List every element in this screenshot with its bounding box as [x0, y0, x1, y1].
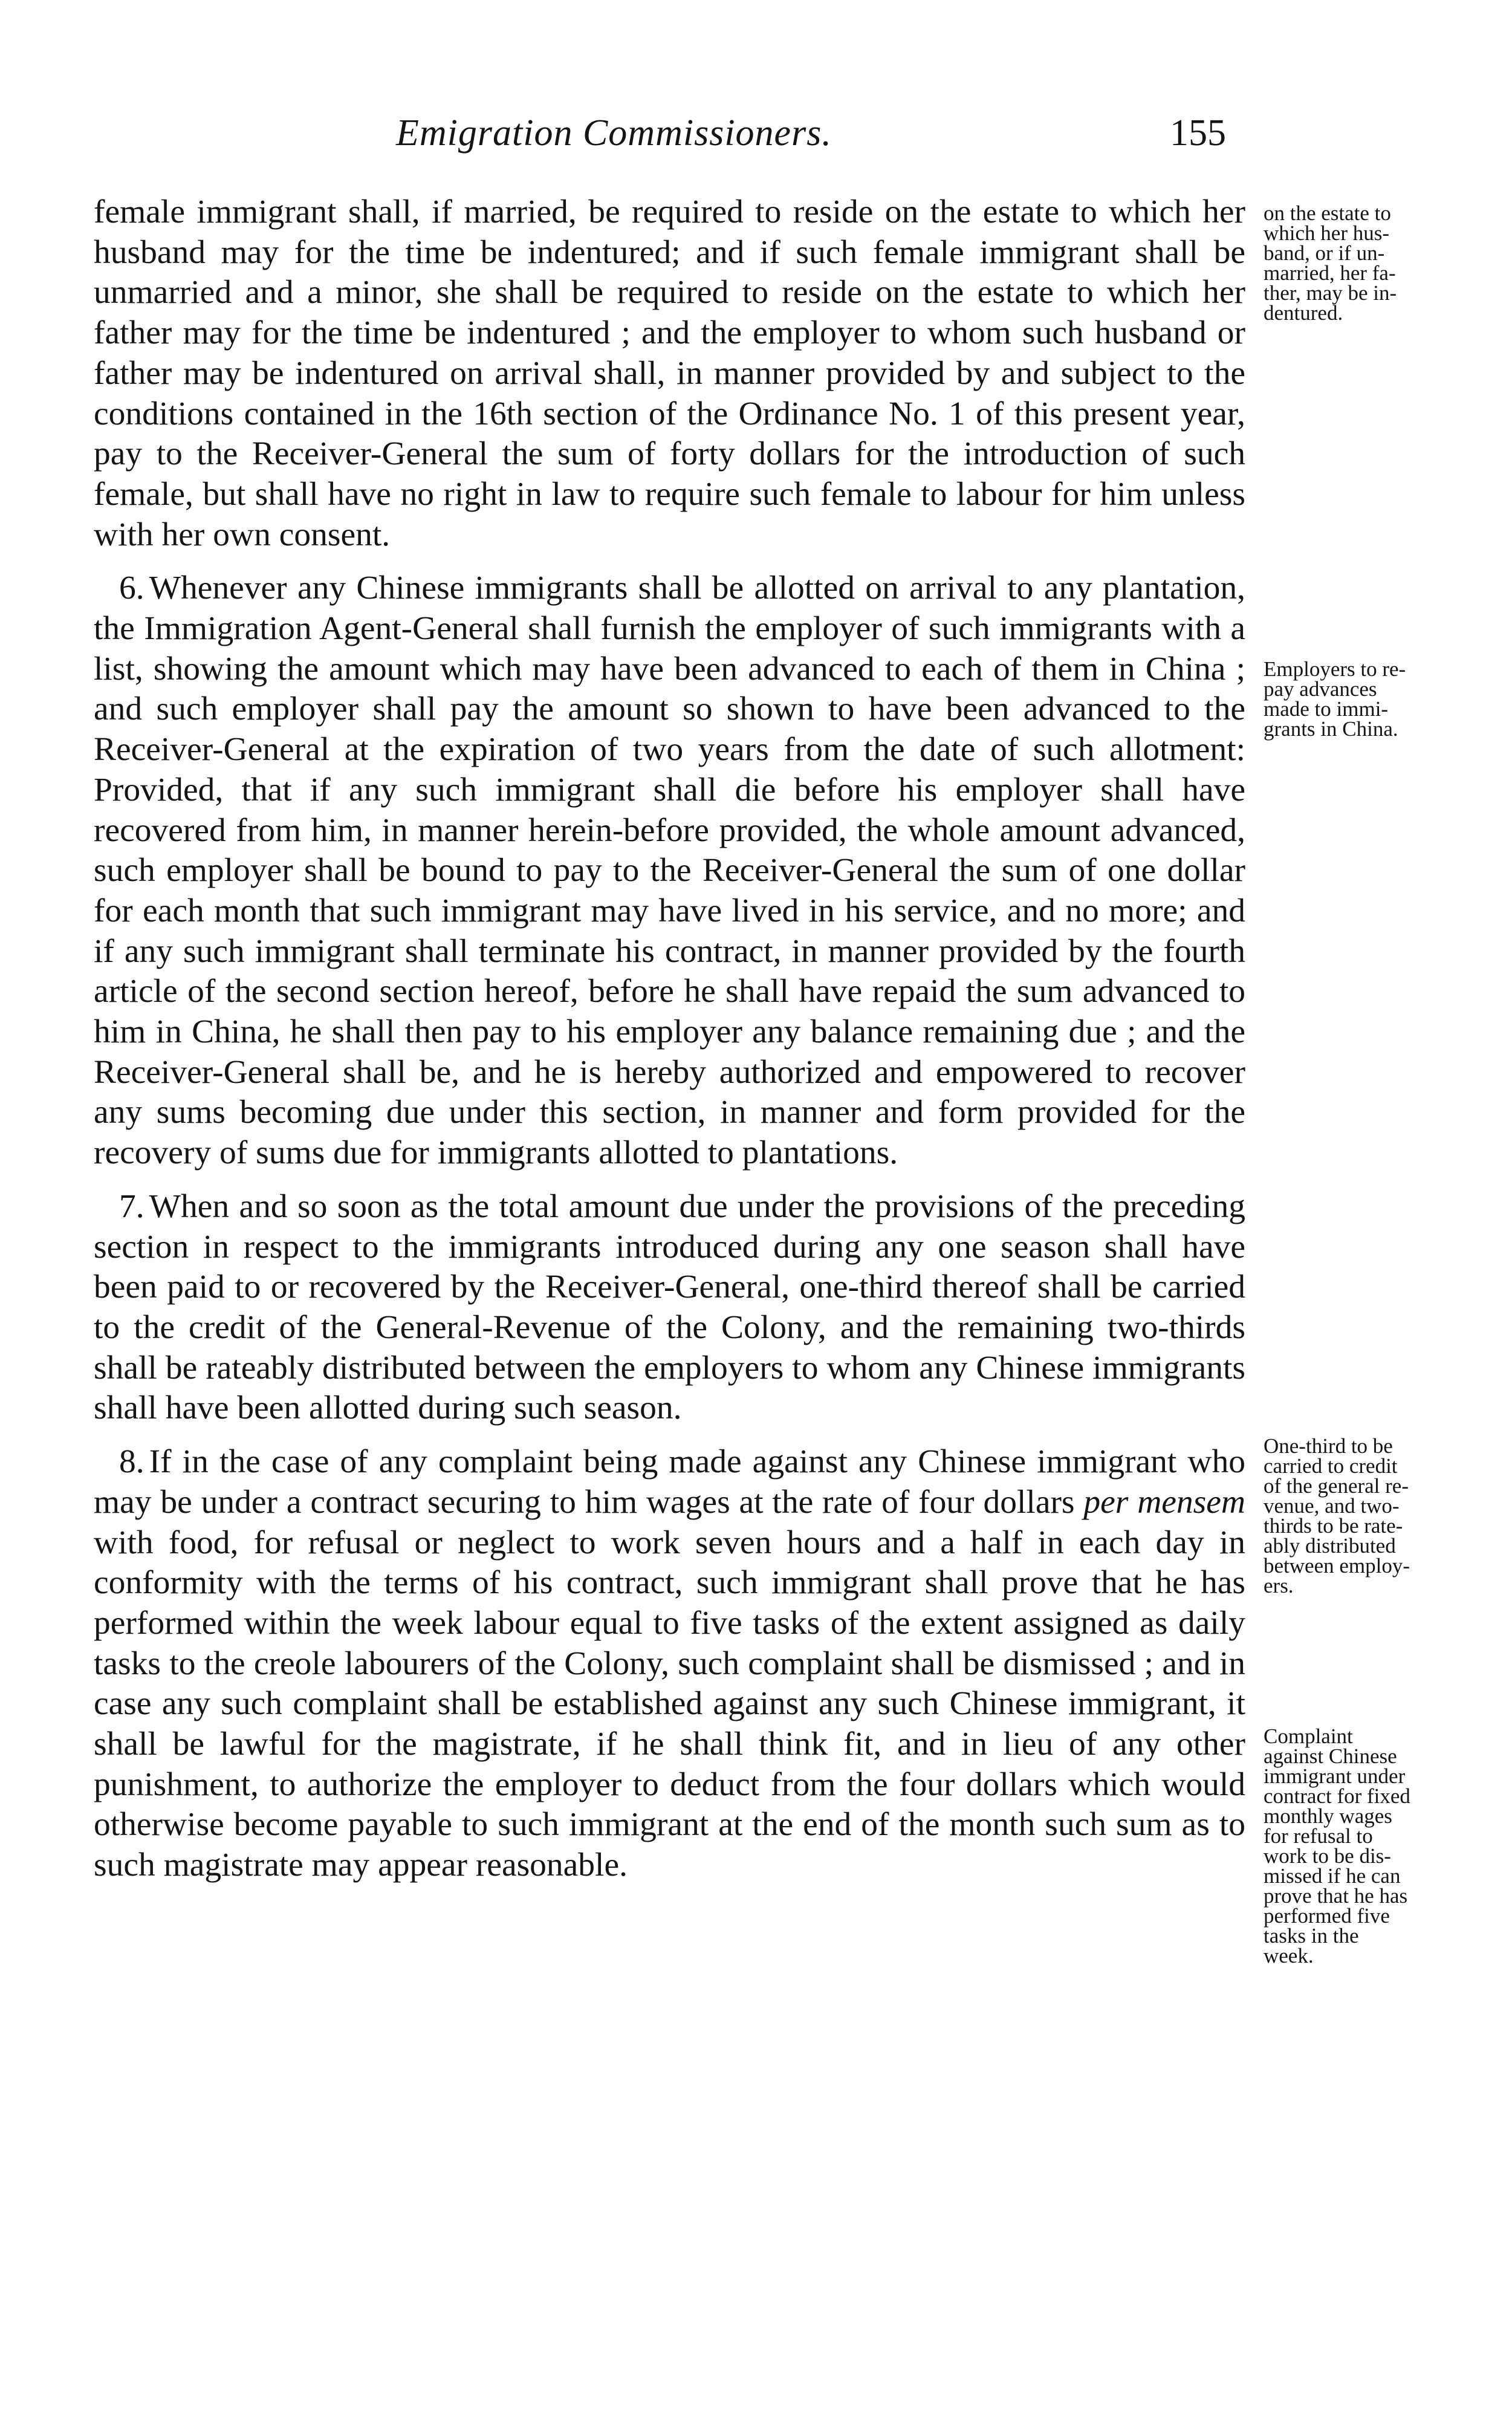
marginal-line: of the general re- — [1264, 1474, 1409, 1498]
marginal-line: band, or if un- — [1264, 241, 1385, 265]
marginal-note-estate — [1264, 203, 1487, 323]
marginal-note-complaint — [1264, 1726, 1487, 1966]
marginal-line: grants in China. — [1264, 717, 1398, 741]
marginal-line: married, her fa- — [1264, 261, 1396, 285]
marginal-line: between employ- — [1264, 1554, 1410, 1578]
marginal-line: for refusal to — [1264, 1824, 1373, 1848]
paragraph-text: female immigrant shall, if married, be required to reside on the estate to which her husband may for the time be indentured; and if such female immigrant shall be unmarried and a minor, she shall be required to reside on the estate to which her father may for the time be indentured ; and the employer to whom such husband or father may be indentured on arrival shall, in manner provided by and subject to the conditions contained in the 16th section of the Ordinance No. 1 of this present year, pay to the Receiver-General the sum of forty dollars for the introduction of such female, but shall have no right in law to require such female to labour for him unless with her own consent. — [94, 193, 1245, 553]
paragraph-text: with food, for refusal or neglect to work seven hours and a half in each day in conformity with the terms of his contract, such immigrant shall prove that he has performed within the week labour equal to five tasks of the extent assigned as daily tasks to the creole labourers of the Colony, such complaint shall be dismissed ; and in case any such complaint shall be established against any such Chinese immigrant, it shall be lawful for the magistrate, if he shall think fit, and in lieu of any other punishment, to authorize the employer to deduct from the four dollars which would otherwise become payable to such immigrant at the end of the month such sum as to such magistrate may appear reasonable. — [94, 1524, 1245, 1884]
marginal-note-text — [1264, 203, 1487, 323]
marginal-line: immigrant under — [1264, 1764, 1406, 1788]
marginal-line: prove that he has — [1264, 1884, 1408, 1908]
marginal-line: Employers to re- — [1264, 657, 1406, 681]
marginal-line: which her hus- — [1264, 221, 1390, 245]
marginal-line: pay advances — [1264, 677, 1377, 701]
marginal-line: week. — [1264, 1944, 1314, 1967]
marginal-line: ably distributed — [1264, 1534, 1396, 1558]
marginal-line: monthly wages — [1264, 1804, 1392, 1828]
marginal-line: Complaint — [1264, 1724, 1353, 1748]
marginal-line: on the estate to — [1264, 201, 1391, 225]
marginal-note-advances — [1264, 659, 1487, 739]
paragraph-section-8 — [94, 1442, 1245, 1886]
page-number: 155 — [1170, 112, 1226, 154]
marginal-line: contract for fixed — [1264, 1784, 1410, 1808]
marginal-line: work to be dis- — [1264, 1844, 1391, 1868]
running-title: Emigration Commissioners. — [396, 112, 832, 154]
section-number: 8. — [119, 1443, 144, 1481]
body-text — [94, 192, 1245, 1899]
marginal-note-distribution — [1264, 1436, 1487, 1596]
paragraph-text: When and so soon as the total amount due under the provisions of the preceding section in respect to the immigrants introduced during any one season shall have been paid to or recovered by the Receiver-General, one-third thereof shall be carried to the credit of the General-Revenue of the Colony, and the remaining two-thirds shall be rateably distributed between the employers to whom any Chinese immigrants shall have been allotted during such season. — [94, 1188, 1245, 1427]
marginal-note-text — [1264, 1726, 1487, 1966]
section-number: 7. — [119, 1188, 144, 1225]
marginal-line: thirds to be rate- — [1264, 1514, 1403, 1538]
marginal-line: tasks in the — [1264, 1924, 1359, 1948]
paragraph-text: Whenever any Chinese immigrants shall be allotted on arrival to any plantation, the Immigration Agent-General shall furnish the employer of such immigrants with a list, showing the amount which may have been advanced to each of them in China ; and such employer shall pay the amount so shown to have been advanced to the Receiver-General at the expiration of two years from the date of such allotment: Provided, that if any such immigrant shall die before his employer shall have recovered from him, in manner herein-before provided, the whole amount advanced, such employer shall be bound to pay to the Receiver-General the sum of one dollar for each month that such immigrant may have lived in his service, and no more; and if any such immigrant shall terminate his contract, in manner provided by the fourth article of the second section hereof, before he shall have repaid the sum advanced to him in China, he shall then pay to his employer any balance remaining due ; and the Receiver-General shall be, and he is hereby authorized and empowered to recover any sums becoming due under this section, in manner and form provided for the recovery of sums due for immigrants allotted to plantations. — [94, 570, 1245, 1172]
latin-phrase: per mensem — [1083, 1483, 1245, 1521]
marginal-line: ers. — [1264, 1574, 1294, 1597]
paragraph-section-6 — [94, 568, 1245, 1174]
paragraph-text: If in the case of any complaint being made against any Chinese immigrant who may be under a contract securing to him wages at the rate of four dollars — [94, 1443, 1245, 1521]
marginal-line: One-third to be — [1264, 1434, 1393, 1458]
paragraph-continuation — [94, 192, 1245, 555]
marginal-line: against Chinese — [1264, 1744, 1397, 1768]
marginal-line: performed five — [1264, 1904, 1390, 1928]
marginal-line: made to immi- — [1264, 697, 1389, 721]
running-head — [0, 112, 1512, 166]
section-number: 6. — [119, 570, 144, 607]
paragraph-section-7 — [94, 1187, 1245, 1429]
marginal-note-text — [1264, 1436, 1487, 1596]
marginal-line: ther, may be in- — [1264, 281, 1397, 305]
marginal-line: missed if he can — [1264, 1864, 1401, 1888]
marginal-line: dentured. — [1264, 301, 1343, 325]
marginal-note-text — [1264, 659, 1487, 739]
marginal-line: carried to credit — [1264, 1454, 1398, 1478]
marginal-line: venue, and two- — [1264, 1494, 1400, 1518]
